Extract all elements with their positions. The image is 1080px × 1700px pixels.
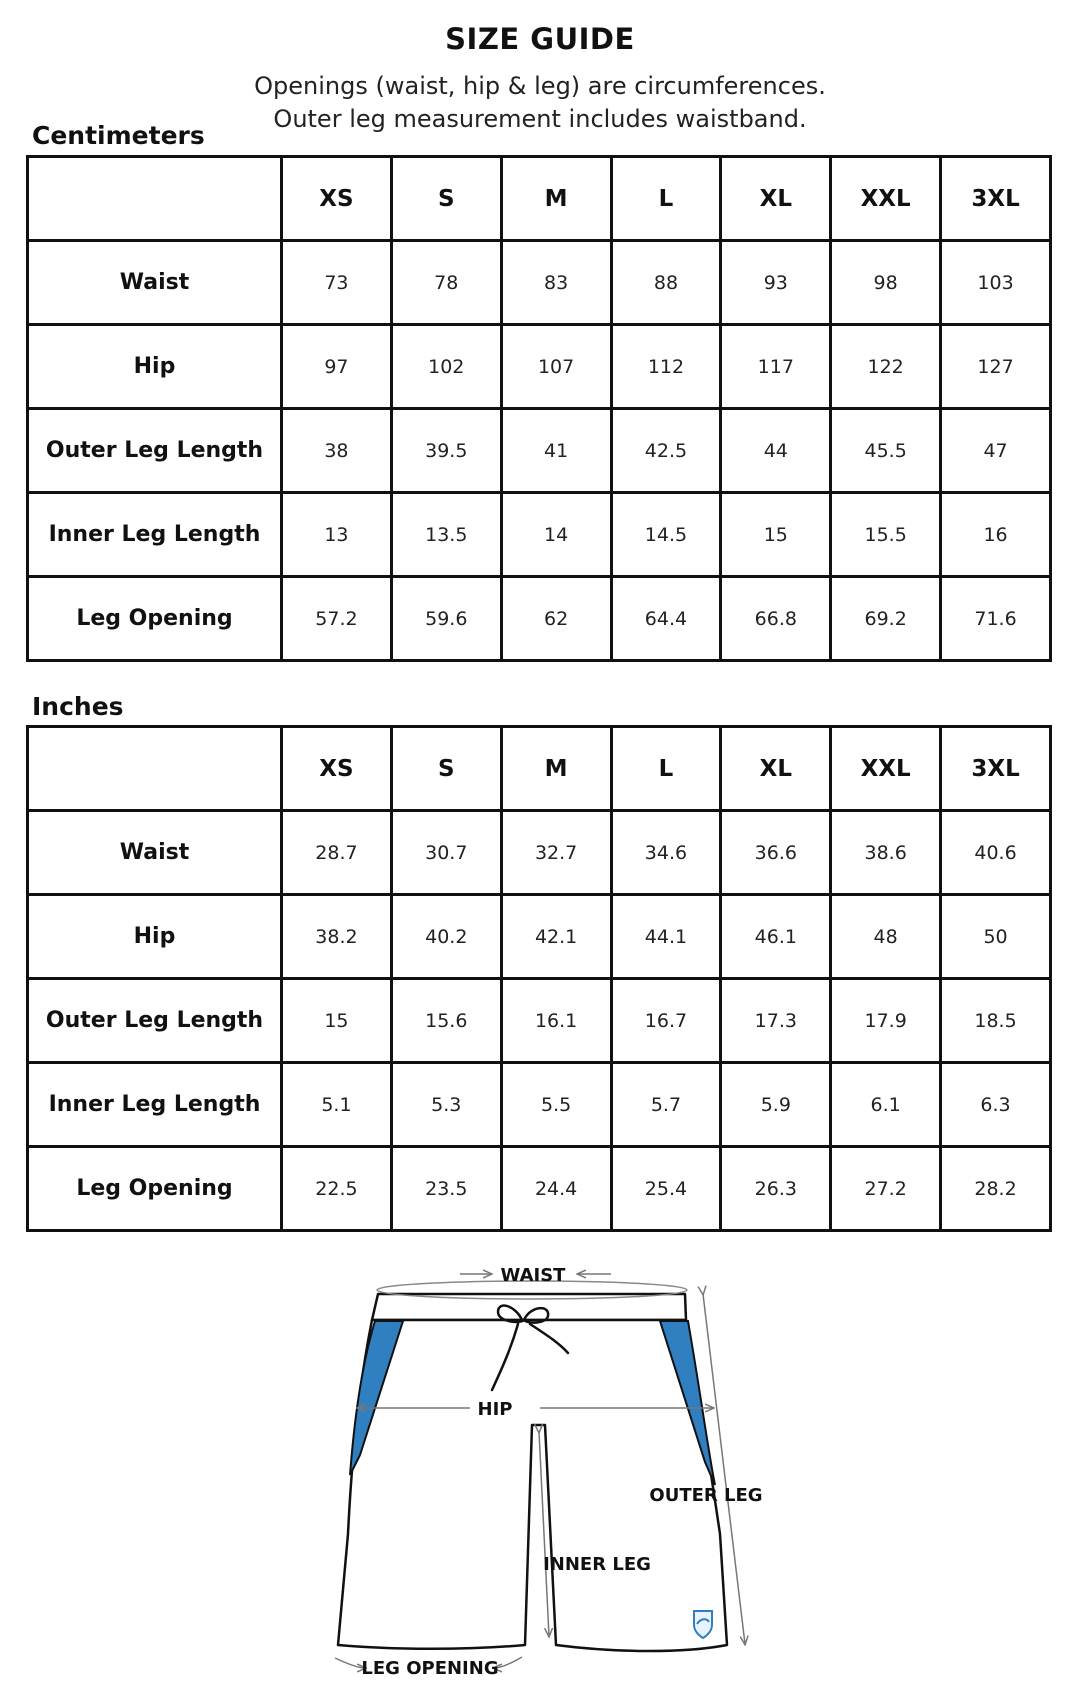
row-label: Leg Opening — [28, 577, 282, 661]
measurement-cell: 88 — [611, 241, 721, 325]
table-row — [28, 811, 1051, 895]
measurement-cell: 34.6 — [611, 811, 721, 895]
measurement-cell: 6.1 — [831, 1063, 941, 1147]
measurement-cell: 59.6 — [391, 577, 501, 661]
row-label: Inner Leg Length — [28, 493, 282, 577]
measurement-cell: 97 — [282, 325, 392, 409]
header-row — [28, 157, 1051, 241]
measurement-cell: 47 — [941, 409, 1051, 493]
measurement-cell: 15 — [721, 493, 831, 577]
measurement-cell: 5.7 — [611, 1063, 721, 1147]
measurement-cell: 16.1 — [501, 979, 611, 1063]
corner-cell — [28, 727, 282, 811]
measurement-cell: 13 — [282, 493, 392, 577]
hip-label: HIP — [477, 1399, 513, 1420]
measurement-cell: 102 — [391, 325, 501, 409]
measurement-cell: 14 — [501, 493, 611, 577]
measurement-cell: 15.6 — [391, 979, 501, 1063]
row-label: Hip — [28, 895, 282, 979]
leg-opening-label: LEG OPENING — [361, 1658, 499, 1679]
table-row — [28, 409, 1051, 493]
measurement-cell: 66.8 — [721, 577, 831, 661]
table-row — [28, 325, 1051, 409]
size-header: XXL — [831, 157, 941, 241]
measurement-cell: 107 — [501, 325, 611, 409]
centimeters-table — [26, 155, 1052, 662]
size-header: XS — [282, 727, 392, 811]
measurement-cell: 40.2 — [391, 895, 501, 979]
row-label: Leg Opening — [28, 1147, 282, 1231]
inches-label: Inches — [32, 692, 124, 721]
measurement-cell: 15 — [282, 979, 392, 1063]
measurement-cell: 27.2 — [831, 1147, 941, 1231]
measurement-cell: 42.5 — [611, 409, 721, 493]
measurement-cell: 15.5 — [831, 493, 941, 577]
measurement-cell: 71.6 — [941, 577, 1051, 661]
corner-cell — [28, 157, 282, 241]
measurement-cell: 28.2 — [941, 1147, 1051, 1231]
row-label: Waist — [28, 811, 282, 895]
measurement-cell: 44 — [721, 409, 831, 493]
subtitle-line-2: Outer leg measurement includes waistband. — [273, 105, 807, 133]
size-header: L — [611, 157, 721, 241]
outer-leg-label: OUTER LEG — [649, 1485, 763, 1506]
measurement-cell: 62 — [501, 577, 611, 661]
size-header: L — [611, 727, 721, 811]
centimeters-label: Centimeters — [32, 121, 205, 150]
measurement-cell: 36.6 — [721, 811, 831, 895]
shorts-measurement-diagram — [0, 1250, 1080, 1700]
measurement-cell: 24.4 — [501, 1147, 611, 1231]
measurement-cell: 78 — [391, 241, 501, 325]
size-header: M — [501, 157, 611, 241]
size-header: XXL — [831, 727, 941, 811]
table-row — [28, 577, 1051, 661]
measurement-cell: 5.1 — [282, 1063, 392, 1147]
measurement-cell: 17.9 — [831, 979, 941, 1063]
table-row — [28, 1063, 1051, 1147]
size-header: XL — [721, 727, 831, 811]
size-header: S — [391, 727, 501, 811]
measurement-cell: 69.2 — [831, 577, 941, 661]
measurement-cell: 13.5 — [391, 493, 501, 577]
size-header: 3XL — [941, 727, 1051, 811]
table-row — [28, 979, 1051, 1063]
measurement-cell: 22.5 — [282, 1147, 392, 1231]
measurement-cell: 23.5 — [391, 1147, 501, 1231]
table-row — [28, 895, 1051, 979]
measurement-cell: 28.7 — [282, 811, 392, 895]
row-label: Outer Leg Length — [28, 409, 282, 493]
measurement-cell: 26.3 — [721, 1147, 831, 1231]
size-header: S — [391, 157, 501, 241]
measurement-cell: 57.2 — [282, 577, 392, 661]
measurement-cell: 103 — [941, 241, 1051, 325]
measurement-cell: 18.5 — [941, 979, 1051, 1063]
header-row — [28, 727, 1051, 811]
page-title: SIZE GUIDE — [445, 22, 635, 56]
size-header: 3XL — [941, 157, 1051, 241]
measurement-cell: 45.5 — [831, 409, 941, 493]
measurement-cell: 14.5 — [611, 493, 721, 577]
measurement-cell: 38 — [282, 409, 392, 493]
measurement-cell: 39.5 — [391, 409, 501, 493]
size-header: XS — [282, 157, 392, 241]
shield-wave-icon — [694, 1611, 712, 1638]
measurement-cell: 64.4 — [611, 577, 721, 661]
measurement-cell: 5.5 — [501, 1063, 611, 1147]
table-row — [28, 241, 1051, 325]
measurement-cell: 127 — [941, 325, 1051, 409]
measurement-cell: 16 — [941, 493, 1051, 577]
measurement-cell: 6.3 — [941, 1063, 1051, 1147]
measurement-cell: 93 — [721, 241, 831, 325]
measurement-cell: 73 — [282, 241, 392, 325]
measurement-cell: 41 — [501, 409, 611, 493]
row-label: Outer Leg Length — [28, 979, 282, 1063]
measurement-cell: 50 — [941, 895, 1051, 979]
measurement-cell: 30.7 — [391, 811, 501, 895]
measurement-cell: 25.4 — [611, 1147, 721, 1231]
size-header: M — [501, 727, 611, 811]
measurement-cell: 112 — [611, 325, 721, 409]
measurement-cell: 32.7 — [501, 811, 611, 895]
measurement-cell: 42.1 — [501, 895, 611, 979]
measurement-cell: 38.6 — [831, 811, 941, 895]
measurement-cell: 17.3 — [721, 979, 831, 1063]
measurement-cell: 122 — [831, 325, 941, 409]
measurement-cell: 117 — [721, 325, 831, 409]
measurement-cell: 5.9 — [721, 1063, 831, 1147]
measurement-cell: 98 — [831, 241, 941, 325]
table-row — [28, 1147, 1051, 1231]
measurement-cell: 5.3 — [391, 1063, 501, 1147]
measurement-cell: 44.1 — [611, 895, 721, 979]
row-label: Waist — [28, 241, 282, 325]
measurement-cell: 38.2 — [282, 895, 392, 979]
row-label: Hip — [28, 325, 282, 409]
measurement-cell: 40.6 — [941, 811, 1051, 895]
measurement-cell: 16.7 — [611, 979, 721, 1063]
size-header: XL — [721, 157, 831, 241]
subtitle-line-1: Openings (waist, hip & leg) are circumferences. — [254, 72, 826, 100]
inches-table — [26, 725, 1052, 1232]
row-label: Inner Leg Length — [28, 1063, 282, 1147]
table-row — [28, 493, 1051, 577]
inner-leg-label: INNER LEG — [543, 1554, 651, 1575]
waist-label: WAIST — [500, 1265, 566, 1286]
measurement-cell: 48 — [831, 895, 941, 979]
measurement-cell: 83 — [501, 241, 611, 325]
measurement-cell: 46.1 — [721, 895, 831, 979]
